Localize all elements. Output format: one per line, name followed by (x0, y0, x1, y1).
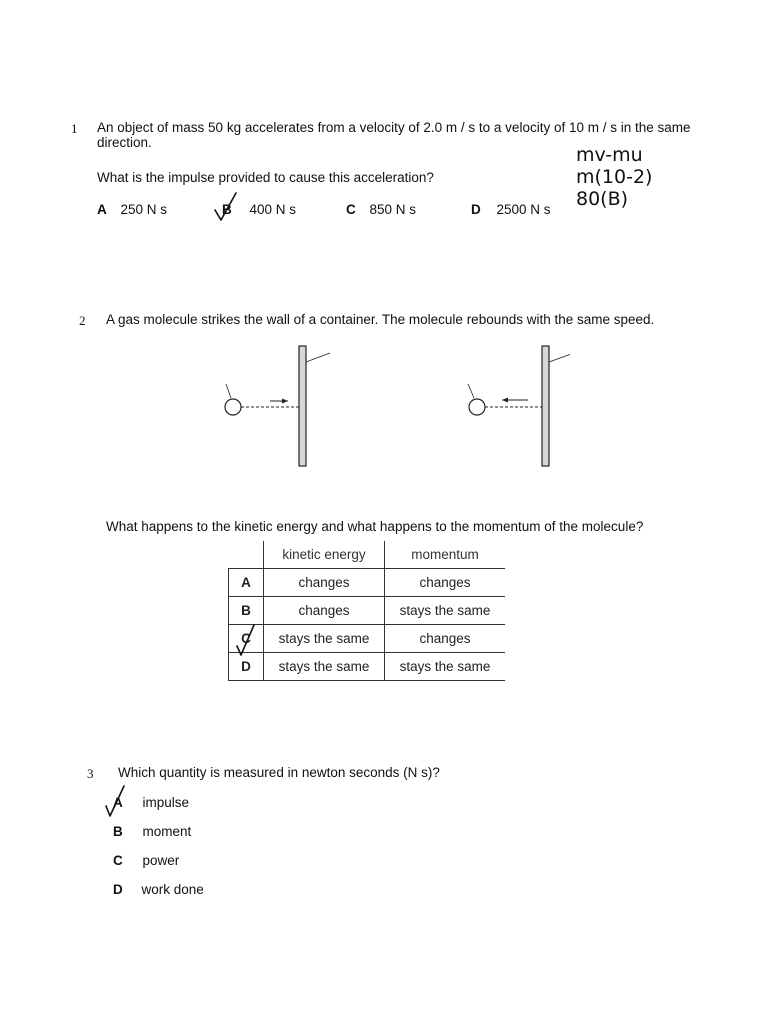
row-momentum: changes (385, 569, 506, 597)
container-wall (542, 346, 549, 466)
wall-label-line (549, 353, 570, 362)
row-letter: D (229, 653, 264, 681)
handwritten-line: mv-mu (576, 144, 643, 166)
table-header-row (229, 541, 506, 569)
question-3-option-b (113, 824, 191, 839)
row-letter: B (229, 597, 264, 625)
question-2-stem: A gas molecule strikes the wall of a container. The molecule rebounds with the same speed. (106, 312, 655, 327)
option-text: 2500 N s (496, 202, 551, 217)
row-momentum: stays the same (385, 597, 506, 625)
option-letter: B (113, 824, 123, 839)
row-kinetic-energy: stays the same (264, 653, 385, 681)
option-letter: D (471, 202, 481, 217)
gas-molecule (469, 399, 485, 415)
row-kinetic-energy: stays the same (264, 625, 385, 653)
option-letter: A (113, 795, 123, 810)
option-letter: B (222, 202, 232, 217)
container-wall (299, 346, 306, 466)
table-header-blank (229, 541, 264, 569)
option-text: work done (141, 882, 204, 897)
option-text: impulse (142, 795, 190, 810)
row-kinetic-energy: changes (264, 597, 385, 625)
tick-mark-icon (234, 622, 260, 658)
question-1-stem-line2: direction. (97, 135, 152, 150)
option-letter: C (113, 853, 123, 868)
row-letter: C (229, 625, 264, 653)
table-header-momentum: momentum (385, 541, 506, 569)
gas-molecule (225, 399, 241, 415)
question-1-option-d (471, 202, 551, 217)
table-row (229, 597, 506, 625)
option-text: moment (142, 824, 192, 839)
question-1-option-c (346, 202, 416, 217)
molecule-label-line (226, 384, 231, 398)
option-text: 850 N s (369, 202, 417, 217)
option-text: 250 N s (120, 202, 168, 217)
question-3-option-d (113, 882, 204, 897)
question-2-number: 2 (79, 313, 86, 328)
row-momentum: changes (385, 625, 506, 653)
option-letter: D (113, 882, 123, 897)
handwritten-working (576, 144, 652, 210)
table-row (229, 569, 506, 597)
table-row (229, 625, 506, 653)
after-collision-diagram (468, 346, 570, 466)
question-3-prompt: Which quantity is measured in newton seconds (N s)? (118, 765, 440, 780)
option-text: 400 N s (249, 202, 297, 217)
question-2-prompt: What happens to the kinetic energy and what happens to the momentum of the molecule? (106, 519, 644, 534)
question-1-option-a (97, 202, 167, 217)
question-1-prompt: What is the impulse provided to cause this acceleration? (97, 170, 434, 185)
wall-label-line (306, 353, 330, 362)
question-3-option-c (113, 853, 179, 868)
option-letter: C (346, 202, 356, 217)
row-letter: A (229, 569, 264, 597)
molecule-label-line (468, 384, 474, 398)
option-letter: A (97, 202, 107, 217)
row-kinetic-energy: changes (264, 569, 385, 597)
table-header-kinetic-energy: kinetic energy (264, 541, 385, 569)
question-1-number: 1 (71, 121, 78, 136)
before-collision-diagram (225, 346, 330, 466)
option-text: power (142, 853, 180, 868)
row-momentum: stays the same (385, 653, 506, 681)
question-1-stem-line1: An object of mass 50 kg accelerates from a velocity of 2.0 m / s to a velocity of 10 m / s in the same (97, 120, 691, 135)
table-row (229, 653, 506, 681)
handwritten-line: m(10-2) (576, 166, 653, 188)
answer-table (228, 541, 505, 681)
handwritten-line: 80(B) (576, 188, 629, 210)
tick-mark-icon (212, 190, 242, 224)
question-3-number: 3 (87, 766, 94, 781)
tick-mark-icon (103, 783, 129, 819)
molecule-wall-diagram (210, 340, 570, 475)
